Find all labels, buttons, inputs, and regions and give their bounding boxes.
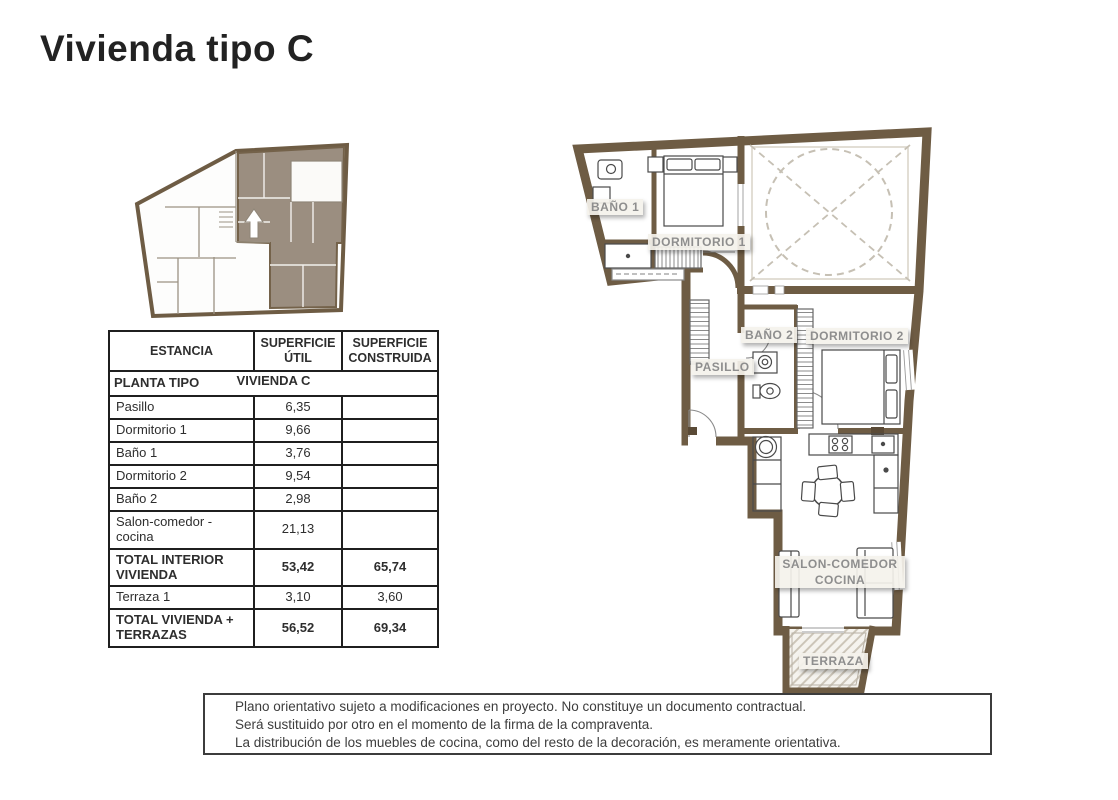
table-row <box>109 488 438 511</box>
chair-icon <box>840 481 855 501</box>
mini-courtyard <box>291 161 342 202</box>
table-cell: 9,54 <box>254 465 342 488</box>
table-cell: 3,10 <box>254 586 342 609</box>
table-cell: Pasillo <box>109 396 254 419</box>
room-label-terraza: TERRAZA <box>799 653 868 669</box>
section-planta-tipo: PLANTA TIPO <box>114 375 200 391</box>
table-cell: 65,74 <box>342 549 438 587</box>
table-cell: Dormitorio 1 <box>109 419 254 442</box>
table-row <box>109 511 438 549</box>
chair-icon <box>818 502 838 517</box>
page-title: Vivienda tipo C <box>40 28 315 69</box>
table-cell: TOTAL INTERIOR VIVIENDA <box>109 549 254 587</box>
building-location-plan <box>116 126 370 332</box>
table-cell: TOTAL VIVIENDA + TERRAZAS <box>109 609 254 647</box>
disclaimer-line: Será sustituido por otro en el momento de la firma de la compraventa. <box>235 717 653 732</box>
room-label-pasillo: PASILLO <box>691 359 754 375</box>
table-row <box>109 442 438 465</box>
table-cell: Baño 1 <box>109 442 254 465</box>
table-cell <box>342 465 438 488</box>
disclaimer-box <box>203 693 992 755</box>
table-cell: 56,52 <box>254 609 342 647</box>
table-cell <box>342 396 438 419</box>
chair-icon <box>801 482 815 502</box>
table-row <box>109 586 438 609</box>
room-label-bano1: BAÑO 1 <box>587 199 643 215</box>
room-label-dormitorio2: DORMITORIO 2 <box>806 328 908 344</box>
disclaimer-line: La distribución de los muebles de cocina, como del resto de la decoración, es meramente orientativa. <box>235 735 841 750</box>
section-vivienda-c: VIVIENDA C <box>236 373 311 388</box>
room-label-dormitorio1: DORMITORIO 1 <box>648 234 750 250</box>
table-cell: Dormitorio 2 <box>109 465 254 488</box>
nightstand-icon <box>648 157 663 172</box>
table-header-row <box>109 331 438 371</box>
surface-table-body <box>109 396 438 647</box>
table-cell: 3,60 <box>342 586 438 609</box>
table-cell: 21,13 <box>254 511 342 549</box>
table-cell <box>342 419 438 442</box>
nightstand-icon <box>722 157 737 172</box>
col-header-superficie-construida: SUPERFICIE CONSTRUIDA <box>342 331 438 371</box>
table-cell: 9,66 <box>254 419 342 442</box>
salon-label-line2: COCINA <box>814 573 866 587</box>
dining-table-icon <box>812 475 844 507</box>
table-cell: 3,76 <box>254 442 342 465</box>
salon-label-line1: SALON-COMEDOR <box>782 557 898 571</box>
chair-icon <box>817 465 837 480</box>
table-section-row <box>109 371 438 396</box>
table-cell: 2,98 <box>254 488 342 511</box>
toilet-icon <box>753 385 760 398</box>
table-cell: 6,35 <box>254 396 342 419</box>
disclaimer-line: Plano orientativo sujeto a modificaciones en proyecto. No constituye un documento contractual. <box>235 699 807 714</box>
table-row <box>109 419 438 442</box>
table-cell: 53,42 <box>254 549 342 587</box>
room-label-salon <box>775 556 905 588</box>
col-header-superficie-util: SUPERFICIE ÚTIL <box>254 331 342 371</box>
table-cell: 69,34 <box>342 609 438 647</box>
table-row <box>109 465 438 488</box>
cooktop-icon <box>829 436 852 453</box>
table-cell: Baño 2 <box>109 488 254 511</box>
table-cell <box>342 442 438 465</box>
table-cell <box>342 488 438 511</box>
table-cell: Terraza 1 <box>109 586 254 609</box>
col-header-estancia: ESTANCIA <box>109 331 254 371</box>
surface-table <box>108 330 439 648</box>
table-row <box>109 396 438 419</box>
table-cell <box>342 511 438 549</box>
table-row <box>109 609 438 647</box>
room-label-bano2: BAÑO 2 <box>741 327 797 343</box>
table-cell: Salon-comedor - cocina <box>109 511 254 549</box>
table-row <box>109 549 438 587</box>
